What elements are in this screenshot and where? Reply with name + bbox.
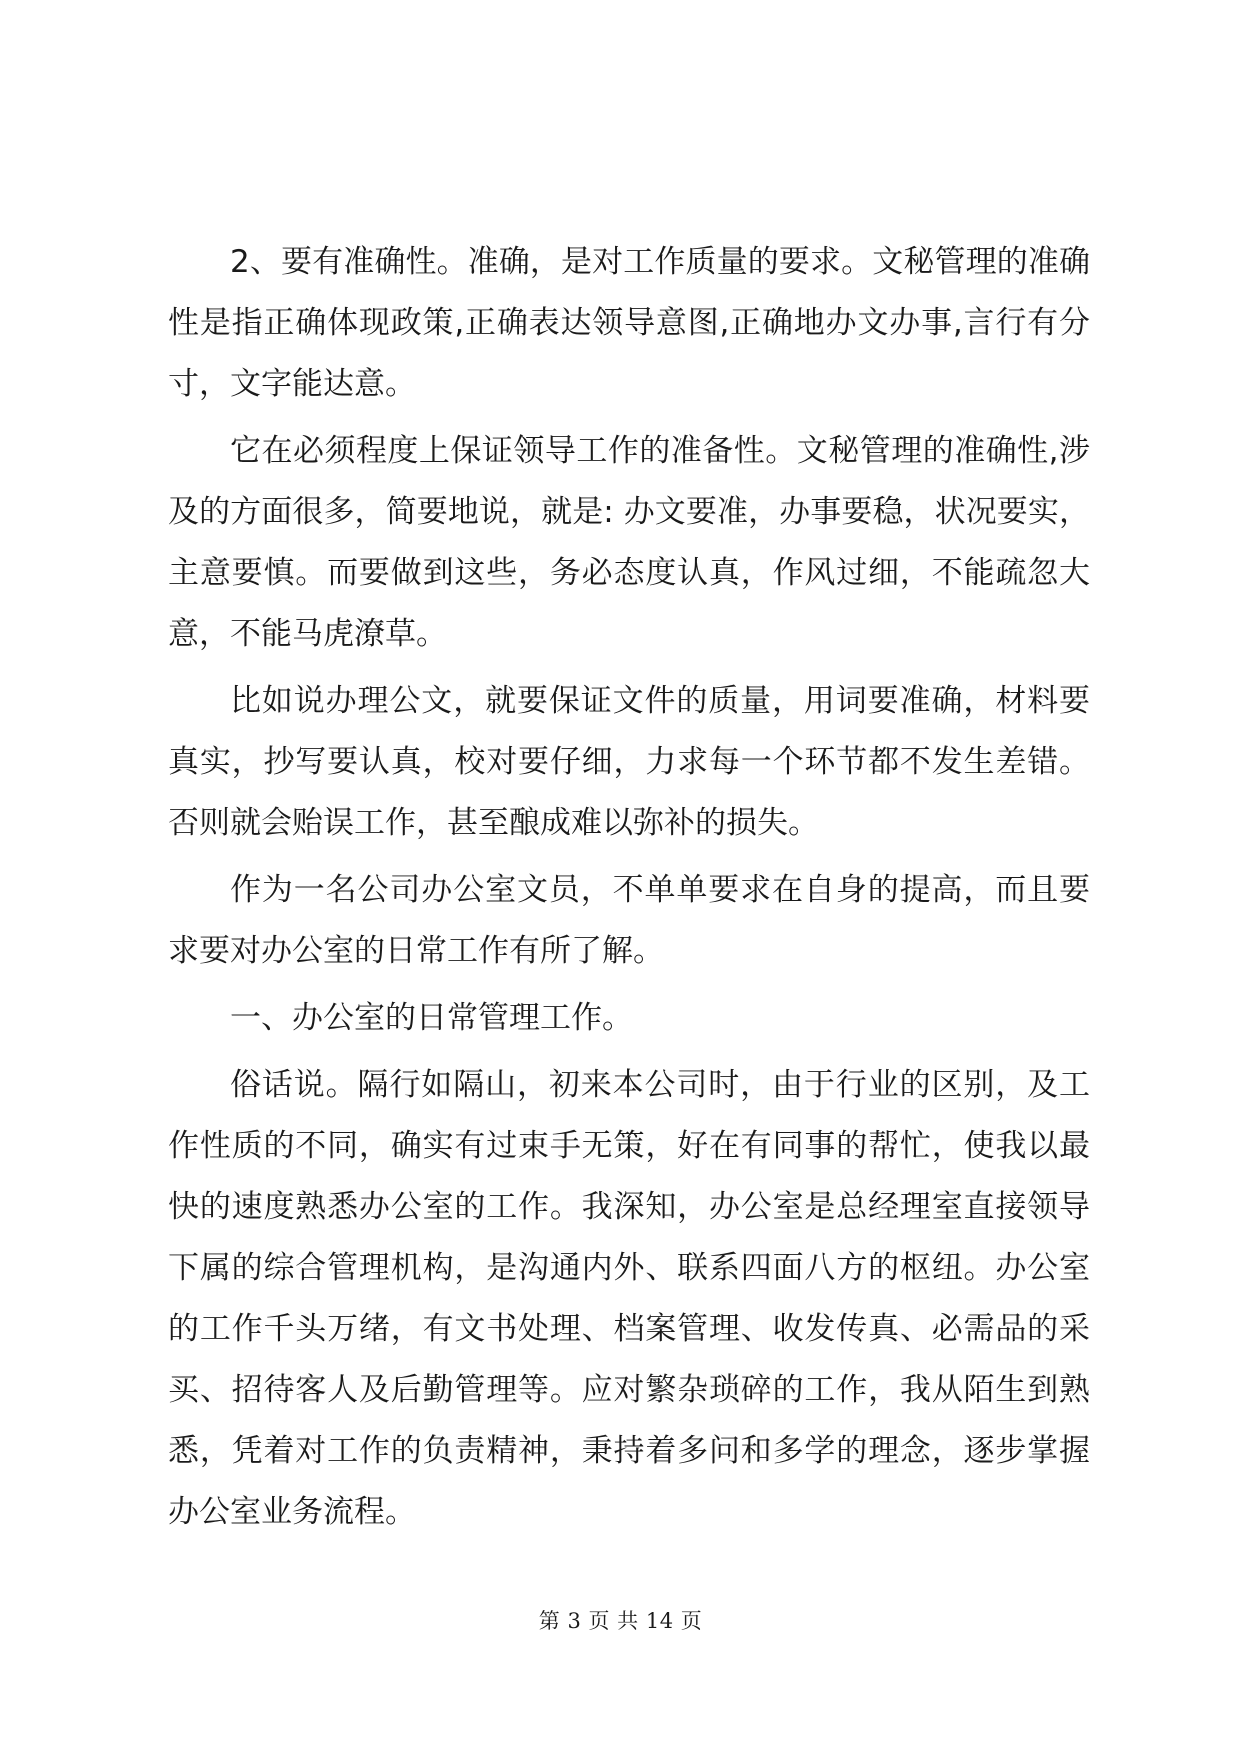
paragraph-accuracy-detail: 它在必须程度上保证领导工作的准备性。文秘管理的准确性,涉及的方面很多，简要地说，就是: 办文要准，办事要稳，状况要实，主意要慎。而要做到这些，务必态度认真，作风过细，不能疏忽大意，不能马虎潦草。 — [168, 433, 1090, 652]
section-heading-daily-management: 一、办公室的日常管理工作。 — [230, 1000, 633, 1036]
paragraph-accuracy: 2、要有准确性。准确，是对工作质量的要求。文秘管理的准确性是指正确体现政策,正确表达领导意图,正确地办文办事,言行有分寸，文字能达意。 — [168, 244, 1090, 402]
document-body — [168, 232, 1090, 1549]
paragraph-office-work: 俗话说。隔行如隔山，初来本公司时，由于行业的区别，及工作性质的不同，确实有过束手无策，好在有同事的帮忙，使我以最快的速度熟悉办公室的工作。我深知，办公室是总经理室直接领导下属的综合管理机构，是沟通内外、联系四面八方的枢纽。办公室的工作千头万绪，有文书处理、档案管理、收发传真、必需品的采买、招待客人及后勤管理等。应对繁杂琐碎的工作，我从陌生到熟悉，凭着对工作的负责精神，秉持着多问和多学的理念，逐步掌握办公室业务流程。 — [168, 1067, 1090, 1530]
paragraph-office-clerk: 作为一名公司办公室文员，不单单要求在自身的提高，而且要求要对办公室的日常工作有所了解。 — [168, 872, 1090, 969]
page-number-footer: 第 3 页 共 14 页 — [538, 1609, 703, 1633]
paragraph-document-handling: 比如说办理公文，就要保证文件的质量，用词要准确，材料要真实，抄写要认真，校对要仔细，力求每一个环节都不发生差错。否则就会贻误工作，甚至酿成难以弥补的损失。 — [168, 683, 1090, 841]
